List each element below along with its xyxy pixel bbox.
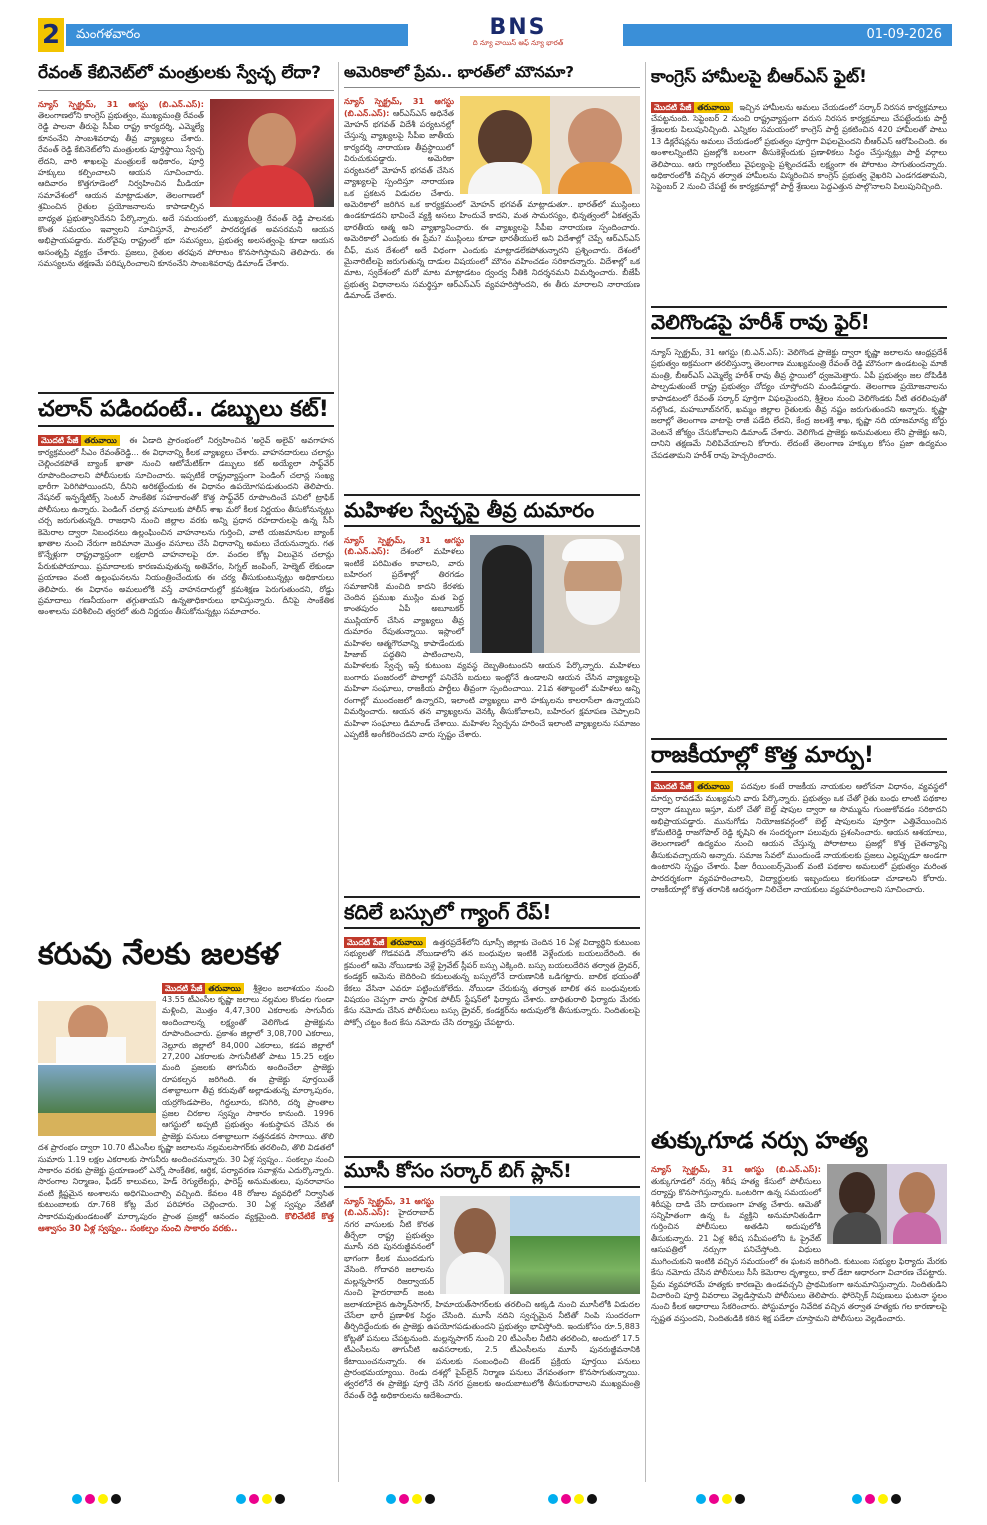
headline: కరువు నేలకు జలకళ <box>38 938 280 972</box>
subheading: కొలిచేటికే కొత్త ఆశ్వాసం <box>38 1211 334 1235</box>
body-text: న్యూస్ స్పెక్ట్రమ్, 31 ఆగస్టు (బి.ఎన్.ఎస్): వెలిగొండ ప్రాజెక్టు ద్వారా కృష్ణా జలాలను ఆంధ్రప్రదేశ్ ప్రభుత్వం అక్రమంగా తరలిస్తున్నా తెలంగాణ ముఖ్యమంత్రి రేవంత్ రెడ్డి మౌనంగా ఉండటంపై మాజీ మంత్రి, బీఆర్ఎస్ ఎమ్మెల్యే హరీశ్ రావు తీవ్ర స్థాయిలో ధ్వజమెత్తారు. ఏపీ ప్రభుత్వం జల దోపిడీకి పాల్పడుతుంటే రాష్ట్ర ప్రభుత్వం చోద్యం చూస్తోందని మండిపడ్డారు. తెలంగాణ ప్రయోజనాలను కాపాడటంలో రేవంత్ సర్కార్ పూర్తిగా విఫలమైందని, శ్రీశైలం నుంచి వెలిగొండకు నీటి తరలింపుతో నల్గొండ, మహబూబ్‌నగర్, ఖమ్మం జిల్లాల రైతులకు తీవ్ర నష్టం జరుగుతుందని అన్నారు. కృష్ణా జలాల్లో తెలంగాణ వాటాపై రాజీ పడేది లేదని, కేంద్ర జలశక్తి శాఖ, కృష్ణా నది యాజమాన్య బోర్డు వెంటనే జోక్యం చేసుకోవాలని డిమాండ్ చేశారు. వెలిగొండ ప్రాజెక్టు అనుమతులు లేని ప్రాజెక్టు అని, దానిని తక్షణమే నిలిపివేయాలని కోరారు. లేదంటే తెలంగాణ హక్కుల కోసం ప్రజా ఉద్యమం చేపడతామని హరీశ్ రావు హెచ్చరించారు. <box>651 348 947 460</box>
headline: కదిలే బస్సులో గ్యాంగ్ రేప్! <box>344 896 640 929</box>
article-challan <box>38 392 334 932</box>
continued-badge: మొదటి పేజీ తరువాయి <box>344 937 426 948</box>
dateline: న్యూస్ స్పెక్ట్రమ్, 31 ఆగస్టు (బి.ఎన్.ఎస్): <box>344 97 454 118</box>
subheading: 30 ఏళ్ల స్వప్నం.. సంకల్పం నుంచి సాకారం వరకు.. <box>69 1224 238 1235</box>
leaders-photo <box>460 96 640 194</box>
headline: తుక్కుగూడ నర్సు హత్య <box>651 1128 868 1154</box>
registration-marks <box>696 1494 745 1506</box>
body-text: తెలంగాణలోని కాంగ్రెస్ ప్రభుత్వం, ముఖ్యమంత్రి రేవంత్ రెడ్డి పాలనా తీరుపై సీపీఐ రాష్ట్ర కార్యదర్శి, ఎమ్మెల్యే కూనంనేని సాంబశివరావు తీవ్ర వ్యాఖ్యలు చేశారు. రేవంత్ రెడ్డి కేబినెట్‌లోని మంత్రులకు పూర్తిస్థాయి స్వేచ్ఛ లేదని, వారి శాఖలపై మంత్రులకే అధికారం, పూర్తి హక్కులు కల్పించాలని ఆయన సూచించారు. ఆదివారం కొత్తగూడెంలో నిర్వహించిన మీడియా సమావేశంలో ఆయన మాట్లాడుతూ, తెలంగాణలో శ్రమించిన రైతుల ప్రయోజనాలను కాపాడాల్సిన బాధ్యత ప్రభుత్వానిదేనని పేర్కొన్నారు. అదే సమయంలో, ముఖ్యమంత్రి రేవంత్ రెడ్డి పాలనకు కొంత సమయం ఇవ్వాలని సూచిస్తూనే, పాలనలో పారదర్శకత అవసరమని ఆయన అభిప్రాయపడ్డారు. మరోవైపు రాష్ట్రంలో భూ సమస్యలు, ప్రభుత్వ అలసత్వంపై కూడా ఆయన అసంతృప్తి వ్యక్తం చేశారు. ప్రజలు, రైతుల తరఫున పోరాటం కొనసాగిస్తామని తెలిపారు. ఈ సమస్యలను తక్షణమే పరిష్కరించాలని కూనంనేని సాంబశివరావు డిమాండ్ చేశారు. <box>38 110 334 269</box>
body-text: తుక్కుగూడలో నర్సు శిరీష హత్య కేసులో పోలీసులు దర్యాప్తు కొనసాగిస్తున్నారు. ఒంటరిగా ఉన్న సమయంలో శిరీషపై దాడి చేసి దారుణంగా హత్య చేశారు. ఆమెతో సన్నిహితంగా ఉన్న ఓ వ్యక్తిని అనుమానితుడిగా గుర్తించిన పోలీసులు అతడిని అదుపులోకి తీసుకున్నారు. 21 ఏళ్ల శిరీష సమీపంలోని ఓ ప్రైవేట్ ఆసుపత్రిలో నర్సుగా పనిచేస్తోంది. విధులు ముగించుకుని ఇంటికి వచ్చిన సమయంలో ఈ ఘటన జరిగింది. కుటుంబ సభ్యుల ఫిర్యాదు మేరకు కేసు నమోదు చేసిన పోలీసులు సీసీ కెమెరాల దృశ్యాలు, కాల్ డేటా ఆధారంగా విచారణ చేపట్టారు. ప్రేమ వ్యవహారమే హత్యకు కారణమై ఉండవచ్చని ప్రాథమికంగా అనుమానిస్తున్నారు. నిందితుడిని విచారించి పూర్తి వివరాలు వెల్లడిస్తామని పోలీసులు తెలిపారు. ఫోరెన్సిక్ నిపుణులు ఘటనా స్థలం నుంచి కీలక ఆధారాలు సేకరించారు. పోస్టుమార్టం నివేదిక వచ్చిన తర్వాత హత్యకు గల కారణాలపై స్పష్టత వస్తుందని, నిందితుడికి కఠిన శిక్ష పడేలా చూస్తామని పోలీసులు వెల్లడించారు. <box>651 1176 947 1323</box>
masthead <box>38 15 952 52</box>
article-rajakeeyam <box>651 738 947 1116</box>
project-photo <box>38 1001 156 1136</box>
registration-marks <box>236 1494 285 1506</box>
article-tukkuguda <box>651 1128 947 1486</box>
dateline: న్యూస్ స్పెక్ట్రమ్, 31 ఆగస్టు (బి.ఎన్.ఎస్): <box>651 1165 821 1175</box>
headline: రేవంత్ కేబినెట్‌లో మంత్రులకు స్వేచ్ఛ లేదా? <box>38 64 334 91</box>
body-text: దేశంలో మహిళలు ఇంటికే పరిమితం కావాలని, వారు బహిరంగ ప్రదేశాల్లో తిరగడం సమాజానికి మంచిది కాదని కేరళకు చెందిన ప్రముఖ ముస్లిం మత పెద్ద కాంతపురం ఏపీ అబూబకర్ ముస్లియార్ చేసిన వ్యాఖ్యలు తీవ్ర దుమారం రేపుతున్నాయి. ఇస్లాంలో మహిళల ఆత్మగౌరవాన్ని కాపాడేందుకు హిజాబ్ పద్ధతిని పాటించాలని, మహిళలకు స్వేచ్ఛ ఇస్తే కుటుంబ వ్యవస్థ దెబ్బతింటుందని ఆయన పేర్కొన్నారు. మహిళలు బంగారు పంజరంలో పొలాల్లో పనిచేసే బదులు ఇంట్లోనే ఉండాలని ఆయన చేసిన వ్యాఖ్యలపై మహిళా సంఘాలు, రాజకీయ పార్టీలు తీవ్రంగా స్పందించాయి. 21వ శతాబ్దంలో మహిళలు అన్ని రంగాల్లో ముందంజలో ఉన్నారని, ఇలాంటి వ్యాఖ్యలు వారి హక్కులను కాలరాసేలా ఉన్నాయని విమర్శించారు. ఆయన తన వ్యాఖ్యలను వెనక్కి తీసుకోవాలని, బహిరంగ క్షమాపణ చెప్పాలని మహిళా సంఘాలు డిమాండ్ చేశాయి. మహిళల స్వేచ్ఛను హరించే ఇలాంటి వ్యాఖ్యలను సమాజం ఎప్పటికీ అంగీకరించదని వారు స్పష్టం చేశారు. <box>344 547 640 739</box>
body-text: ఈ ఏడాది ప్రారంభంలో నిర్వహించిన 'అరైవ్ అలైవ్' అవగాహన కార్యక్రమంలో సీఎం రేవంత్‌రెడ్డి... ఈ విధానాన్ని కీలక వ్యాఖ్యలు చేశారు. వాహనదారులు చలాన్లు చెల్లించకపోతే బ్యాంక్ ఖాతా నుంచి ఆటోమేటిక్‌గా డబ్బులు కట్ అయ్యేలా సాఫ్ట్‌వేర్ రూపొందించాలని పోలీసులకు సూచించారు. ఇప్పటికే రాష్ట్రవ్యాప్తంగా పెండింగ్ చలాన్ల సంఖ్య భారీగా పెరిగిపోయిందని, దీనిని అరికట్టేందుకు ఈ విధానం ఉపయోగపడుతుందని తెలిపారు. నేషనల్ ఇన్ఫర్మేటిక్స్ సెంటర్ సాంకేతిక సహకారంతో కొత్త సాఫ్ట్‌వేర్ రూపొందించే పనిలో ట్రాఫిక్ పోలీసులు ఉన్నారు. పెండింగ్ చలాన్ల వసూలుకు పోలీస్ శాఖ మరో కీలక నిర్ణయం తీసుకోనున్నట్లు చర్చ జరుగుతున్నది. రాజధాని నుంచి జిల్లాల వరకు అన్ని ప్రధాన రహదారులపై ఉన్న సీసీ కెమెరాల ద్వారా నిబంధనలు ఉల్లంఘించిన వాహనాలను గుర్తించి, వాటి యజమానుల బ్యాంక్ ఖాతాల నుంచి నేరుగా జరిమానా మొత్తం వసూలు చేసే విధానాన్ని అమలు చేయనున్నారు. గత కొన్నేళ్లుగా రాష్ట్రవ్యాప్తంగా లక్షలాది వాహనాలపై రూ. వందల కోట్ల విలువైన చలాన్లు పేరుకుపోయాయి. ప్రమాదాలకు కారణమవుతున్న అతివేగం, సిగ్నల్ జంపింగ్, హెల్మెట్ లేకుండా ప్రయాణం వంటి ఉల్లంఘనలను నియంత్రించేందుకు ఈ చర్య తీసుకుంటున్నట్లు అధికారులు తెలిపారు. ఈ విధానం అమలులోకి వస్తే వాహనదారుల్లో క్రమశిక్షణ పెరుగుతుందని, రోడ్డు ప్రమాదాలు గణనీయంగా తగ్గుతాయని ఉన్నతాధికారులు భావిస్తున్నారు. దీనిపై సాంకేతిక అంశాలను పరిశీలించి త్వరలో తుది నిర్ణయం తీసుకోనున్నట్లు సమాచారం. <box>38 436 334 617</box>
body-text: శ్రీశైలం జలాశయం నుంచి 43.55 టీఎంసీల కృష్ణా జలాలు నల్లమల కొండల గుండా మళ్లించి, మొత్తం 4,47,300 ఎకరాలకు సాగునీరు అందించాలన్న లక్ష్యంతో వెలిగొండ ప్రాజెక్టును రూపొందించారు. ప్రకాశం జిల్లాలో 3,08,700 ఎకరాలు, నెల్లూరు జిల్లాలో 84,000 ఎకరాలు, కడప జిల్లాలో 27,200 ఎకరాలకు సాగునీటితో పాటు 15.25 లక్షల మంది ప్రజలకు తాగునీరు అందించేలా ప్రాజెక్టు రూపకల్పన జరిగింది. ఈ ప్రాజెక్టు పూర్తయితే దశాబ్దాలుగా తీవ్ర కరువుతో అల్లాడుతున్న మార్కాపురం, యర్రగొండపాలెం, గిద్దలూరు, కనిగిరి, దర్శి ప్రాంతాల ప్రజల చిరకాల స్వప్నం సాకారం కానుంది. 1996 ఆగస్టులో అప్పటి ప్రభుత్వం శంకుస్థాపన చేసిన ఈ ప్రాజెక్టు పనులు దశాబ్దాలుగా నత్తనడకన సాగాయి. తొలి దశ ప్రారంభం ద్వారా 10.70 టీఎంసీల కృష్ణా జలాలను నల్లమలసాగర్‌కు తరలించి, తొలి విడతలో సుమారు 1.19 లక్షల ఎకరాలకు సాగునీరు అందించనున్నారు. 30 ఏళ్ల స్వప్నం.. సంకల్పం నుంచి సాకారం వరకు ప్రాజెక్టు ప్రయాణంలో ఎన్నో సాంకేతిక, ఆర్థిక, పర్యావరణ సవాళ్లను ఎదుర్కొన్నారు. సొరంగాల నిర్మాణం, ఫీడర్ కాలువలు, హెడ్ రెగ్యులేటర్లు, ఫారెస్ట్ అనుమతులు, పునరావాసం వంటి క్లిష్టమైన అంశాలను అధిగమించాల్సి వచ్చింది. కేవలం 48 రోజుల వ్యవధిలో నిర్వాసిత కుటుంబాలకు రూ.768 కోట్ల మేర పరిహారం చెల్లించారు. 30 ఏళ్ల స్వప్నం నేటితో సాకారమవుతుండటంతో మార్కాపురం ప్రాంత ప్రజల్లో ఆనందం వ్యక్తమైంది. <box>38 983 334 1221</box>
logo-tagline: ది న్యూ వాయిస్ ఆఫ్ న్యూ భారత్ <box>472 39 564 47</box>
article-body <box>651 781 947 895</box>
article-veligonda <box>651 306 947 726</box>
dateline: న్యూస్ స్పెక్ట్రమ్, 31 ఆగస్టు (బి.ఎన్.ఎస్): <box>38 99 204 109</box>
page-number: 2 <box>38 18 64 52</box>
headline: మహిళల స్వేచ్ఛపై తీవ్ర దుమారం <box>344 494 640 527</box>
continued-badge: మొదటి పేజీ తరువాయి <box>162 983 244 994</box>
article-revanth <box>38 64 334 374</box>
column-divider <box>338 62 339 1482</box>
headline: మూసీ కోసం సర్కార్ బిగ్ ప్లాన్! <box>344 1156 640 1188</box>
headline: కాంగ్రెస్ హామీలపై బీఆర్ఎస్ ఫైట్! <box>651 67 867 87</box>
article-body <box>38 435 334 618</box>
article-congress <box>651 64 947 294</box>
logo-text: BNS <box>489 15 547 40</box>
victim-accused-photo <box>827 1164 947 1244</box>
registration-marks <box>386 1494 435 1506</box>
headline: అమెరికాలో ప్రేమ.. భారత్‌లో మౌనమా? <box>344 64 640 88</box>
body-text: ఇచ్చిన హామీలను అమలు చేయడంలో సర్కార్ నిరసన కార్యక్రమాలు చేపట్టనుంది. సెప్టెంబర్ 2 నుంచి రాష్ట్రవ్యాప్తంగా వరుస నిరసన కార్యక్రమాలు చేపట్టేందుకు పార్టీ శ్రేణులకు పిలుపునిచ్చింది. ఎన్నికల సమయంలో కాంగ్రెస్ పార్టీ ప్రకటించిన 420 హామీలతో పాటు 13 డిక్లరేషన్లను అమలు చేయడంలో ప్రభుత్వం పూర్తిగా విఫలమైందని బీఆర్ఎస్ ఆరోపించింది. ఈ అంశాలన్నింటిని ప్రజల్లోకి బలంగా తీసుకెళ్లేందుకు ప్రణాళికలు సిద్ధం చేస్తున్నట్లు పార్టీ వర్గాలు తెలిపాయి. ఆరు గ్యారంటీలు వైఫల్యంపై ప్రశ్నించడమే లక్ష్యంగా ఈ పోరాటం సాగుతుందన్నారు. అధికారంలోకి వచ్చిన తర్వాత హామీలను విస్మరించిన కాంగ్రెస్ ప్రభుత్వ వైఖరిని ఎండగడతామని, సెప్టెంబర్ 2 నుంచి చేపట్టే ఈ కార్యక్రమాల్లో పార్టీ శ్రేణులు పెద్దఎత్తున పాల్గొనాలని పిలుపునిచ్చింది. <box>651 102 947 192</box>
article-karuvu <box>38 938 334 1483</box>
article-body <box>651 102 947 193</box>
registration-marks <box>72 1494 121 1506</box>
dateline: న్యూస్ స్పెక్ట్రమ్, 31 ఆగస్టు (బి.ఎన్.ఎస్): <box>344 1196 434 1218</box>
river-photo <box>440 1196 640 1294</box>
cleric-photo <box>470 535 640 653</box>
politician-photo <box>210 99 334 207</box>
article-body <box>651 347 947 461</box>
column-divider <box>645 62 646 1482</box>
article-america <box>344 64 640 482</box>
registration-marks <box>548 1494 597 1506</box>
dateline: న్యూస్ స్పెక్ట్రమ్, 31 ఆగస్టు (బి.ఎన్.ఎస్): <box>344 536 464 557</box>
headline: రాజకీయాల్లో కొత్త మార్పు! <box>651 738 947 773</box>
article-bus <box>344 896 640 1146</box>
headline: చలాన్ పడిందంటే.. డబ్బులు కట్! <box>38 392 334 427</box>
continued-badge: మొదటి పేజీ తరువాయి <box>651 781 733 792</box>
body-text: ఆర్ఎస్ఎస్ అధినేత మోహన్ భగవత్ విదేశీ పర్యటనల్లో చేస్తున్న వ్యాఖ్యలపై సీపీఐ జాతీయ కార్యదర్శి నారాయణ తీవ్రస్థాయిలో విరుచుకుపడ్డారు. అమెరికా పర్యటనలో మోహన్ భగవత్ చేసిన వ్యాఖ్యలపై స్పందిస్తూ నారాయణ ఒక ప్రకటన విడుదల చేశారు. అమెరికాలో జరిగిన ఒక కార్యక్రమంలో మోహన్ భగవత్ మాట్లాడుతూ.. భారత్‌లో ముస్లింలు ఉండకూడదని భావించే వ్యక్తి అసలు హిందువే కాదని, మత సామరస్యం, భిన్నత్వంలో ఏకత్వమే భారతీయ ఆత్మ అని వ్యాఖ్యానించారు. ఈ వ్యాఖ్యలపై సీపీఐ నారాయణ స్పందించారు. అమెరికాలో ఎందుకు ఈ ప్రేమ? ముస్లింలు కూడా భారతీయులే అని విదేశాల్లో చెప్పే ఆర్ఎస్ఎస్ చీఫ్, మన దేశంలో అదే విధంగా ఎందుకు మాట్లాడలేకపోతున్నారని ప్రశ్నించారు. దేశంలో మైనారిటీలపై జరుగుతున్న దాడుల విషయంలో మౌనం వహించడం సరికాదన్నారు. విదేశాల్లో ఒక మాట, స్వదేశంలో మరో మాట మాట్లాడటం ద్వంద్వ నీతికి నిదర్శనమని విమర్శించారు. బీజేపీ ప్రభుత్వ విధానాలను సమర్థిస్తూ ఆర్ఎస్ఎస్ వ్యవహరిస్తోందని, ఈ తీరు మారాలని నారాయణ డిమాండ్ చేశారు. <box>344 108 640 301</box>
headline: వెలిగొండపై హరీశ్ రావు ఫైర్! <box>651 306 947 339</box>
body-text: హైదరాబాద్ నగర వాసులకు నీటి కొరత తీర్చేలా రాష్ట్ర ప్రభుత్వం మూసీ నది పునరుజ్జీవనంలో భాగంగా కీలక ముందడుగు వేసింది. గోదావరి జలాలను మల్లన్నసాగర్ రిజర్వాయర్ నుంచి హైదరాబాద్ జంట జలాశయాలైన ఉస్మాన్‌సాగర్, హిమాయత్‌సాగర్‌లకు తరలించి అక్కడి నుంచి మూసీలోకి విడుదల చేసేలా భారీ ప్రణాళిక సిద్ధం చేసింది. మూసీ నదిని స్వచ్ఛమైన నీటితో నింపి సుందరంగా తీర్చిదిద్దేందుకు ఈ ప్రాజెక్టు ఉపయోగపడుతుందని ప్రభుత్వం భావిస్తోంది. ఇందుకోసం రూ.5,883 కోట్లతో పనులు చేపట్టనుంది. మల్లన్నసాగర్ నుంచి 20 టీఎంసీల నీటిని తరలించి, అందులో 17.5 టీఎంసీలను తాగునీటి అవసరాలకు, 2.5 టీఎంసీలను మూసీ పునరుజ్జీవనానికి కేటాయించనున్నారు. ఈ పనులకు సంబంధించి టెండర్ ప్రక్రియ పూర్తయి పనులు ప్రారంభమయ్యాయి. రెండు దశల్లో పైప్‌లైన్ నిర్మాణ పనులు వేగవంతంగా కొనసాగుతున్నాయి. త్వరలోనే ఈ ప్రాజెక్టు పూర్తి చేసి నగర ప్రజలకు అందుబాటులోకి తీసుకురావాలని ముఖ్యమంత్రి రేవంత్ రెడ్డి అధికారులను ఆదేశించారు. <box>344 1208 640 1400</box>
bns-logo <box>458 15 578 52</box>
registration-marks <box>852 1494 901 1506</box>
article-mahila <box>344 494 640 884</box>
continued-badge: మొదటి పేజీ తరువాయి <box>651 102 733 113</box>
issue-date: 01-09-2026 <box>623 24 952 46</box>
article-musi <box>344 1156 640 1486</box>
article-body <box>344 937 640 1028</box>
day-label: మంగళవారం <box>66 24 408 46</box>
continued-badge: మొదటి పేజీ తరువాయి <box>38 435 120 446</box>
body-text: ఉత్తరప్రదేశ్‌లోని ఝాన్సీ జిల్లాకు చెందిన 16 ఏళ్ల విద్యార్థిని కుటుంబ సభ్యులతో గొడవపడి నోయిడాలోని తన బంధువుల ఇంటికి వెళ్లేందుకు బయలుదేరింది. ఈ క్రమంలో ఆమె నోయిడాకు వెళ్లే ప్రైవేట్ స్లీపర్ బస్సు ఎక్కింది. బస్సు బయలుదేరిన తర్వాత డ్రైవర్, కండక్టర్ ఆమెను బెదిరించి కదులుతున్న బస్సులోనే దారుణానికి ఒడిగట్టారు. బాలిక భయంతో కేకలు వేసినా ఎవరూ పట్టించుకోలేదు. నోయిడా చేరుకున్న తర్వాత బాలిక తన బంధువులకు విషయం చెప్పగా వారు స్థానిక పోలీస్ స్టేషన్‌లో ఫిర్యాదు చేశారు. బాధితురాలి ఫిర్యాదు మేరకు కేసు నమోదు చేసిన పోలీసులు బస్సు డ్రైవర్, కండక్టర్‌ను అదుపులోకి తీసుకున్నారు. నిందితులపై పోక్సో చట్టం కింద కేసు నమోదు చేసి దర్యాప్తు చేపట్టారు. <box>344 938 640 1027</box>
body-text: పదవుల కంటే రాజకీయ నాయకుల ఆలోచనా విధానం, వ్యవస్థలో మార్పు రావడమే ముఖ్యమని వారు పేర్కొన్నారు. ప్రభుత్వం ఒక చేతో రైతు బంధు లాంటి పథకాల ద్వారా డబ్బులు ఇస్తూ, మరో చేతో బెల్ట్ షాపుల ద్వారా ఆ సొమ్మును గుంజుకోవడం సరికాదని అభిప్రాయపడ్డారు. మునుగోడు నియోజకవర్గంలో బెల్ట్ షాపులను పూర్తిగా ఎత్తివేయించిన కోమటిరెడ్డి రాజగోపాల్ రెడ్డి కృషిని ఈ సందర్భంగా పలువురు ప్రశంసించారు. ఆయన ఆశయాలు, తెలంగాణలో ఉద్యమం నుంచి ఆయన చేస్తున్న పోరాటాలు ప్రజల్లో కొత్త చైతన్యాన్ని తీసుకువచ్చాయని అన్నారు. సమాజ సేవలో ముందుండే నాయకులకు ప్రజలు ఎల్లప్పుడూ అండగా ఉంటారని స్పష్టం చేశారు. ఫీజు రీయింబర్స్‌మెంట్ వంటి పథకాల అమలులో ప్రభుత్వం మరింత పారదర్శకంగా వ్యవహరించాలని, విద్యార్థులకు ఇబ్బందులు కలగకుండా చూడాలని కోరారు. రాజకీయాల్లో కొత్త తరానికి ఆదర్శంగా నిలిచేలా నాయకులు వ్యవహరించాలని సూచించారు. <box>651 782 947 894</box>
